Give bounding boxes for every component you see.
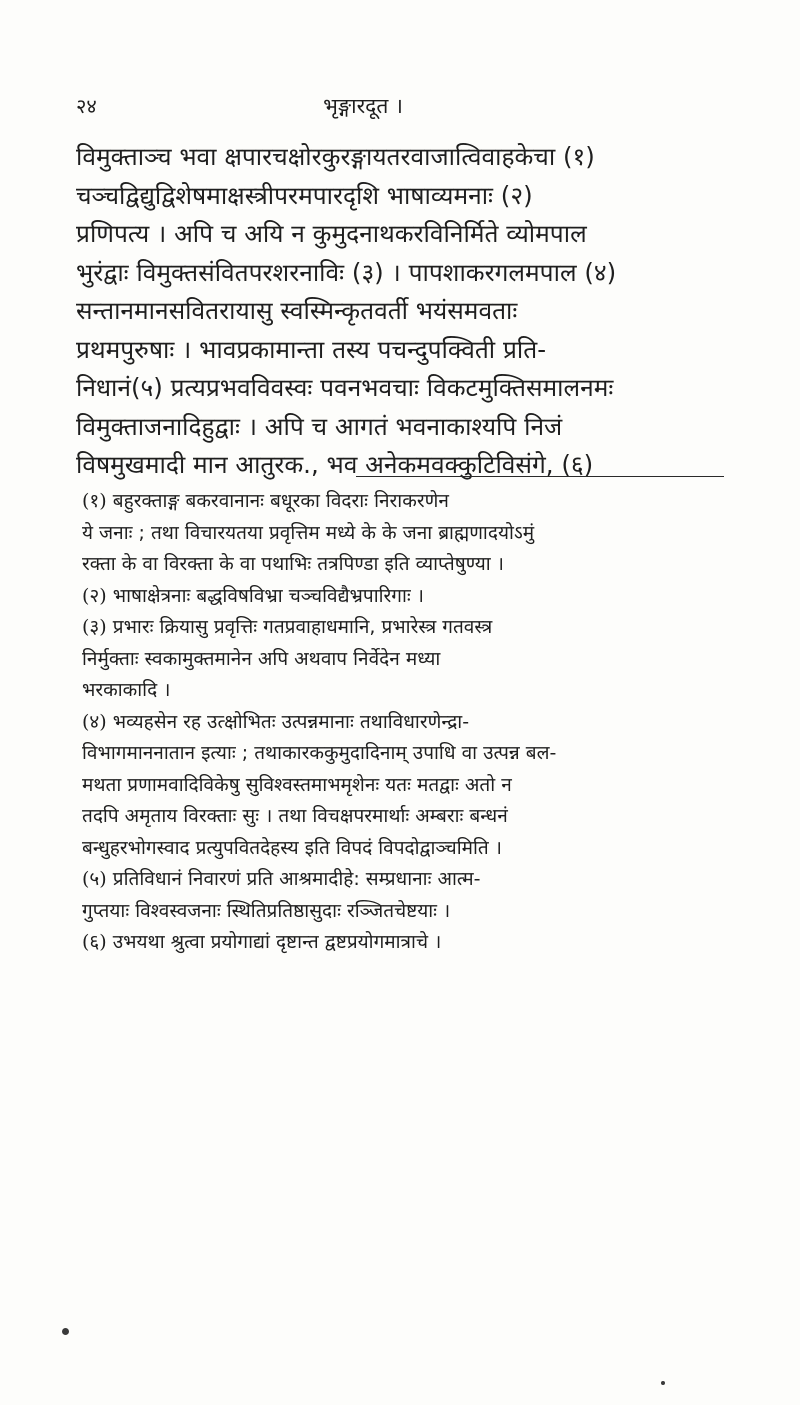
- verse-line: प्रणिपत्य । अपि च अयि न कुमुदनाथकरविनिर्मिते व्योमपाल: [76, 219, 587, 248]
- footnote-6: [82, 927, 718, 959]
- verse-line: भुरंद्वाः विमुक्तसंवितपरशरनाविः (३) । पापशाकरगलमपाल (४): [76, 257, 617, 287]
- verse-text: [76, 138, 724, 485]
- verse-line: सन्तानमानसवितरायासु स्वस्मिन्कृतवर्ती भयंसमवताः: [76, 296, 518, 325]
- footnote-line: मथता प्रणामवादिविकेषु सुविश्वस्तमाभमृशेनः यतः मतद्वाः अतो न: [82, 773, 512, 796]
- footnotes: [82, 486, 718, 959]
- footnote-number: (४): [82, 710, 107, 733]
- footnote-3: [82, 612, 718, 707]
- book-title: भृङ्गारदूत ।: [323, 94, 403, 118]
- footnote-line: प्रतिविधानं निवारणं प्रति आश्रमादीहे: सम्प्रधानाः आत्म-: [112, 868, 481, 890]
- footnote-number: (२): [82, 584, 107, 607]
- footnote-line: भरकाकादि ।: [82, 679, 171, 701]
- footnote-line: बन्धुहरभोगस्वाद प्रत्युपवितदेहस्य इति विपदं विपदोद्वाञ्चमिति ।: [82, 836, 502, 859]
- verse-line: विमुक्ताञ्च भवा क्षपारचक्षोरकुरङ्गायतरवाजात्विवाहकेचा (१): [76, 142, 595, 171]
- footnote-line: भव्यहसेन रह उत्क्षोभितः उत्पन्नमानाः तथाविधारणेन्द्रा-: [112, 710, 470, 733]
- footnote-line: रक्ता के वा विरक्ता के वा पथाभिः तत्रपिण्डा इति व्याप्तेषुण्या ।: [82, 553, 504, 575]
- footnote-line: ये जनाः ; तथा विचारयतया प्रवृत्तिम मध्ये के के जना ब्राह्मणादयोऽमुं: [82, 521, 535, 544]
- footnote-line: भाषाक्षेत्रनाः बद्धविषविभ्रा चञ्चविद्यैभ्रपारिगाः ।: [112, 584, 424, 607]
- footnote-line: निर्मुक्ताः स्वकामुक्तमानेन अपि अथवाप निर्वेदेन मध्या: [82, 647, 441, 670]
- footnote-5: [82, 864, 718, 927]
- footnote-separator-rule: [356, 476, 724, 477]
- verse-line: विषमुखमादी मान आतुरक., भव अनेकमवक्कुटिविसंगे, (६): [76, 450, 594, 479]
- footnote-number: (६): [82, 931, 107, 953]
- footnote-line: बहुरक्ताङ्ग बकरवानानः बधूरका विदराः निराकरणेन: [112, 490, 449, 512]
- footnote-number: (५): [82, 868, 107, 890]
- footnote-line: विभागमाननातान इत्याः ; तथाकारककुमुदादिनाम् उपाधि वा उत्पन्न बल-: [82, 742, 557, 764]
- page-number: २४: [76, 94, 97, 118]
- footnote-number: (१): [82, 490, 107, 512]
- verse-line: प्रथमपुरुषाः । भावप्रकामान्ता तस्य पचन्दुपक्विती प्रति-: [76, 334, 547, 364]
- footnote-line: उभयथा श्रुत्वा प्रयोगाद्यां दृष्टान्त द्वष्टप्रयोगमात्राचे ।: [112, 931, 442, 953]
- footnote-line: गुप्तयाः विश्वस्वजनाः स्थितिप्रतिष्ठासुदाः रञ्जितचेष्टयाः ।: [82, 899, 451, 922]
- footnote-4: [82, 707, 718, 865]
- footnote-2: [82, 581, 718, 613]
- footnote-line: तदपि अमृताय विरक्ताः सुः । तथा विचक्षपरमार्थाः अम्बराः बन्धनं: [82, 805, 508, 827]
- ink-spot: [661, 1381, 665, 1385]
- verse-line: निधानं(५) प्रत्यप्रभवविवस्वः पवनभवचाः विकटमुक्तिसमालनमः: [76, 373, 614, 402]
- verse-line: चञ्चद्विद्युद्विशेषमाक्षस्त्रीपरमपारदृशि भाषाव्यमनाः (२): [76, 180, 533, 210]
- ink-spot: [62, 1328, 69, 1335]
- footnote-number: (३): [82, 616, 107, 638]
- footnote-1: [82, 486, 718, 581]
- footnote-line: प्रभारः क्रियासु प्रवृत्तिः गतप्रवाहाधमानि, प्रभारेस्त्र गतवस्त्र: [112, 616, 493, 638]
- running-head: [76, 92, 650, 122]
- verse-line: विमुक्ताजनादिहुद्वाः । अपि च आगतं भवनाकाश्यपि निजं: [76, 411, 563, 441]
